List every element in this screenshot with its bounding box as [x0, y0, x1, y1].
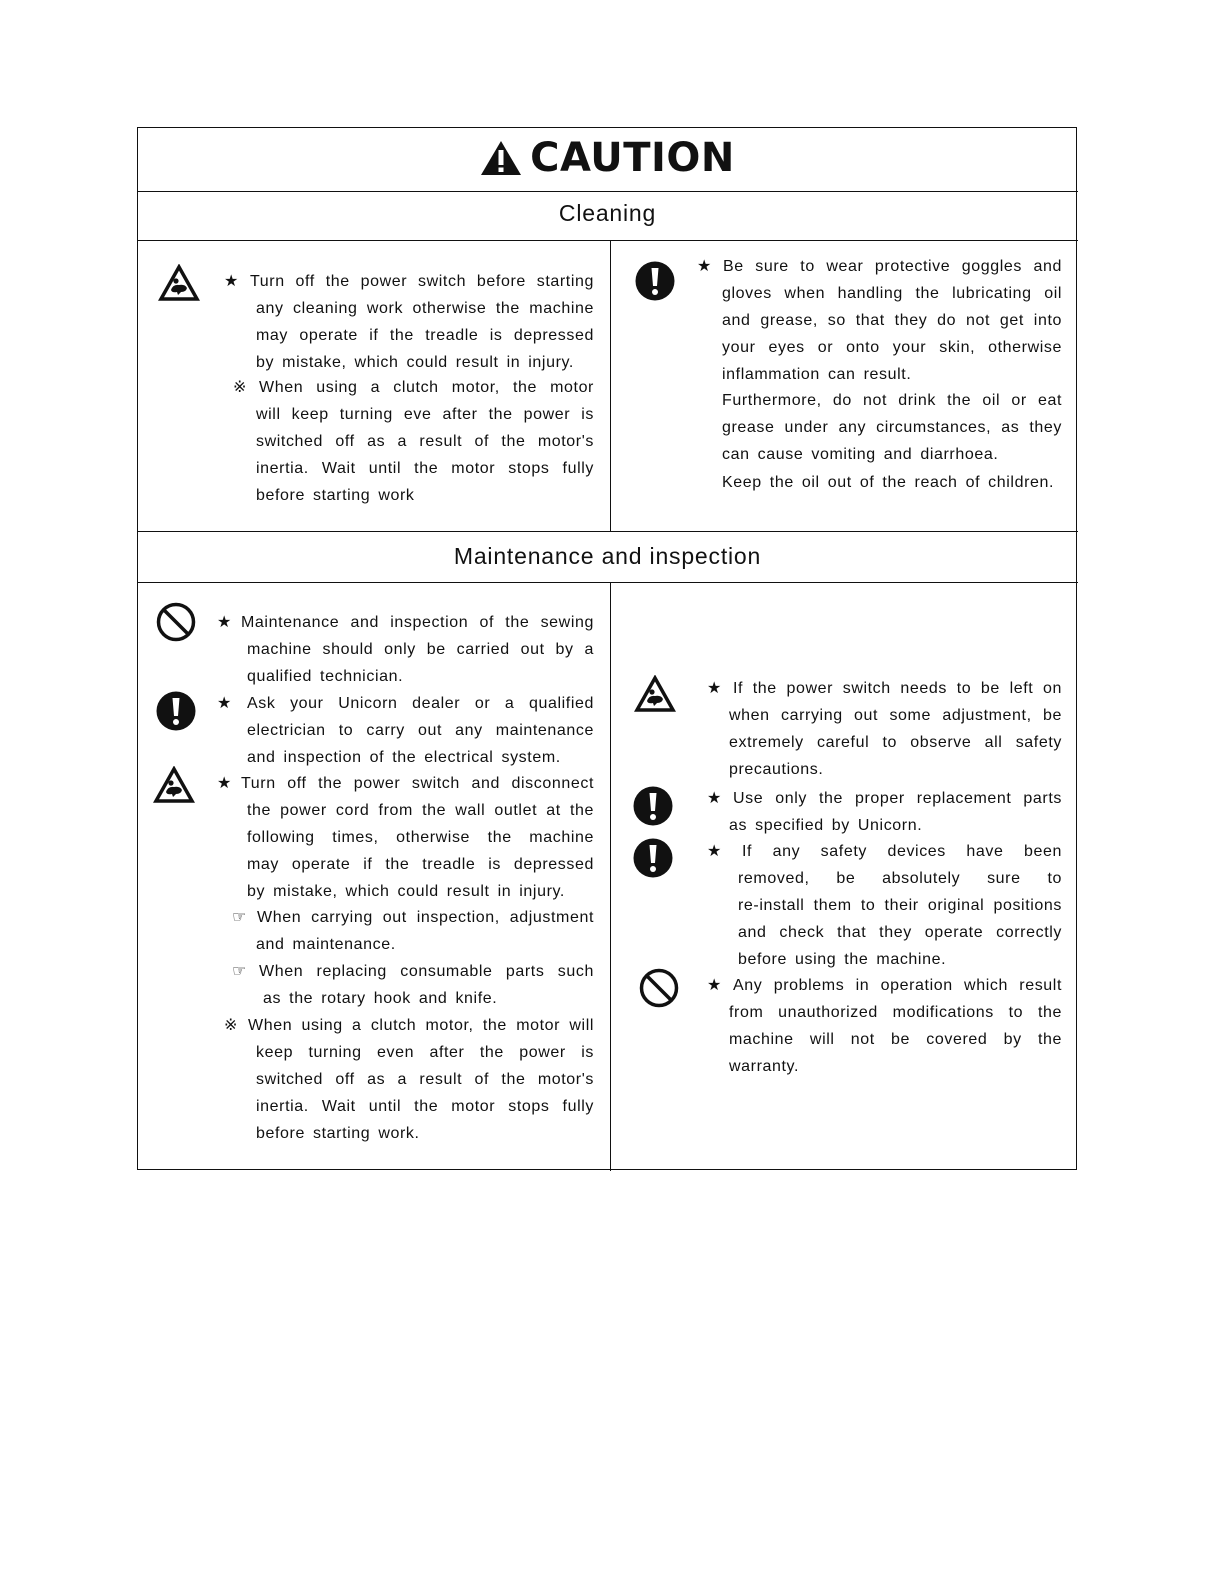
text-line: re-install them to their original positions [738, 897, 1062, 914]
text-line: may operate if the treadle is depressed [256, 327, 594, 344]
text-line: before starting work. [256, 1125, 420, 1142]
prohibited-icon [156, 602, 196, 642]
text-line: Maintenance and inspection of the sewing [241, 614, 594, 631]
text-line: and check that they operate correctly [738, 924, 1062, 941]
mandatory-exclamation-icon [635, 261, 675, 301]
bullet-marker: ☞ [232, 963, 247, 980]
text-line: gloves when handling the lubricating oil [722, 285, 1062, 302]
cleaning-right-item [697, 253, 1062, 388]
cleaning-right-paragraph [697, 469, 1062, 496]
text-line: and maintenance. [256, 936, 396, 953]
page-title [137, 133, 1078, 183]
text-line: and grease, so that they do not get into [722, 312, 1062, 329]
text-line: precautions. [729, 761, 824, 778]
text-line: warranty. [729, 1058, 800, 1075]
maintenance-left-item [217, 609, 594, 690]
bullet-marker: ★ [707, 790, 722, 807]
text-line: Any problems in operation which result [733, 977, 1062, 994]
text-line: Turn off the power switch before starting [250, 273, 594, 290]
cleaning-left-item [224, 268, 594, 376]
text-line: before starting work [256, 487, 415, 504]
text-line: by mistake, which could result in injury. [247, 883, 565, 900]
text-line: inflammation can result. [722, 366, 912, 383]
bullet-marker: ☞ [232, 909, 247, 926]
cleaning-right-paragraph [697, 387, 1062, 468]
section-heading-cleaning: Cleaning [558, 200, 657, 226]
column-divider [610, 240, 611, 531]
text-line: keep turning even after the power is [256, 1044, 594, 1061]
bullet-marker: ※ [233, 379, 248, 396]
text-line: machine should only be carried out by a [247, 641, 594, 658]
text-line: When replacing consumable parts such [259, 963, 594, 980]
maintenance-right-item [707, 785, 1062, 839]
bullet-marker: ★ [217, 775, 232, 792]
text-line: switched off as a result of the motor's [256, 433, 594, 450]
divider [137, 582, 1078, 583]
maintenance-right-item [707, 838, 1062, 973]
bullet-marker: ★ [217, 614, 232, 631]
text-line: by mistake, which could result in injury. [256, 354, 574, 371]
bullet-marker: ★ [224, 273, 239, 290]
divider [137, 240, 1078, 241]
text-line: Use only the proper replacement parts [733, 790, 1062, 807]
text-line: switched off as a result of the motor's [256, 1071, 594, 1088]
bullet-marker: ★ [697, 258, 712, 275]
text-line: qualified technician. [247, 668, 404, 685]
text-line: Turn off the power switch and disconnect [241, 775, 594, 792]
maintenance-right-item [707, 972, 1062, 1080]
maintenance-right-item [707, 675, 1062, 783]
text-line: inertia. Wait until the motor stops fully [256, 1098, 594, 1115]
bullet-marker: ★ [707, 680, 722, 697]
cleaning-left-note [233, 374, 594, 509]
text-line: When carrying out inspection, adjustment [257, 909, 594, 926]
maintenance-left-item [217, 770, 594, 905]
text-line: as the rotary hook and knife. [263, 990, 498, 1007]
text-line: any cleaning work otherwise the machine [256, 300, 594, 317]
text-line: and inspection of the electrical system. [247, 749, 561, 766]
mandatory-exclamation-icon [633, 838, 673, 878]
text-line: from unauthorized modifications to the [729, 1004, 1062, 1021]
text-line: your eyes or onto your skin, otherwise [722, 339, 1062, 356]
maintenance-left-subitem [232, 904, 594, 958]
hand-hazard-icon [158, 264, 200, 302]
text-line: When using a clutch motor, the motor will [248, 1017, 594, 1034]
text-line: inertia. Wait until the motor stops fully [256, 460, 594, 477]
section-heading-maintenance: Maintenance and inspection [453, 543, 762, 569]
text-line: the power cord from the wall outlet at the [247, 802, 594, 819]
maintenance-left-note [224, 1012, 594, 1147]
text-line: when carrying out some adjustment, be [729, 707, 1062, 724]
text-line: Keep the oil out of the reach of children. [722, 474, 1055, 491]
maintenance-left-item [217, 690, 594, 771]
text-line: grease under any circumstances, as they [722, 419, 1062, 436]
text-line: extremely careful to observe all safety [729, 734, 1062, 751]
divider [137, 191, 1078, 192]
text-line: Be sure to wear protective goggles and [723, 258, 1062, 275]
text-line: If any safety devices have been [742, 843, 1062, 860]
text-line: as specified by Unicorn. [729, 817, 923, 834]
text-line: machine will not be covered by the [729, 1031, 1062, 1048]
text-line: Furthermore, do not drink the oil or eat [722, 392, 1062, 409]
bullet-marker: ★ [707, 843, 722, 860]
text-line: removed, be absolutely sure to [738, 870, 1062, 887]
text-line: If the power switch needs to be left on [733, 680, 1062, 697]
text-line: before using the machine. [738, 951, 947, 968]
column-divider [610, 582, 611, 1171]
mandatory-exclamation-icon [156, 691, 196, 731]
text-line: When using a clutch motor, the motor [259, 379, 594, 396]
prohibited-icon [639, 968, 679, 1008]
bullet-marker: ※ [224, 1017, 239, 1034]
hand-hazard-icon [634, 675, 676, 713]
text-line: can cause vomiting and diarrhoea. [722, 446, 999, 463]
text-line: will keep turning eve after the power is [256, 406, 594, 423]
warning-triangle-icon [480, 140, 522, 176]
bullet-marker: ★ [707, 977, 722, 994]
maintenance-left-subitem [232, 958, 594, 1012]
hand-hazard-icon [153, 766, 195, 804]
caution-title: CAUTION [530, 135, 735, 181]
mandatory-exclamation-icon [633, 786, 673, 826]
text-line: electrician to carry out any maintenance [247, 722, 594, 739]
text-line: Ask your Unicorn dealer or a qualified [247, 695, 594, 712]
text-line: may operate if the treadle is depressed [247, 856, 594, 873]
divider [137, 531, 1078, 532]
text-line: following times, otherwise the machine [247, 829, 594, 846]
bullet-marker: ★ [217, 695, 232, 712]
